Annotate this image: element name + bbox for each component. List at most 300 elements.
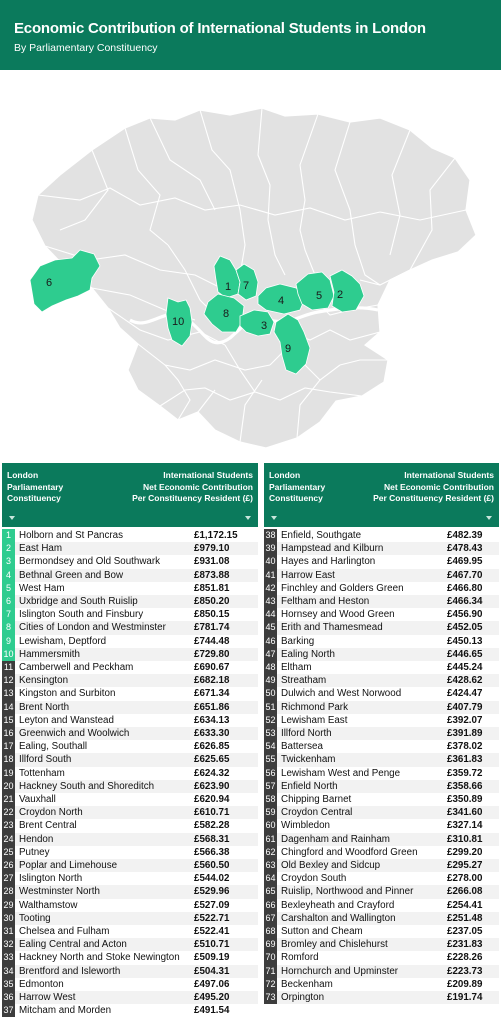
- contribution-value: £251.48: [447, 912, 483, 924]
- constituency-name: Vauxhall: [19, 794, 56, 805]
- constituency-name: Hendon: [19, 833, 54, 845]
- rank-cell: 30: [2, 912, 15, 925]
- contribution-value: £851.81: [194, 582, 230, 594]
- rank-cell: 20: [2, 780, 15, 793]
- table-row: [2, 621, 258, 634]
- table-row: [264, 542, 499, 555]
- constituency-name: Hackney South and Shoreditch: [19, 780, 155, 792]
- rank-cell: 63: [264, 859, 277, 872]
- contribution-value: £341.60: [447, 807, 483, 819]
- contribution-value: £527.09: [194, 899, 230, 911]
- contribution-value: £491.54: [194, 1005, 230, 1017]
- constituency-name: Croydon South: [281, 873, 347, 885]
- constituency-name: Bexleyheath and Crayford: [281, 899, 395, 911]
- constituency-name: Battersea: [281, 741, 323, 753]
- constituency-name: Putney: [19, 846, 50, 858]
- contribution-value: £254.41: [447, 899, 483, 911]
- constituency-name: Wimbledon: [281, 820, 331, 832]
- constituency-name: Hackney North and Stoke Newington: [19, 952, 180, 964]
- rank-cell: 61: [264, 833, 277, 846]
- contribution-value: £310.81: [447, 833, 483, 845]
- rank-cell: 56: [264, 767, 277, 780]
- contribution-value: £568.31: [194, 833, 230, 845]
- table-row: [2, 819, 258, 832]
- constituency-name: Edmonton: [19, 978, 64, 990]
- constituency-name: Holborn and St Pancras: [19, 530, 124, 541]
- contribution-value: £478.43: [447, 543, 483, 555]
- table-row: [2, 569, 258, 582]
- contribution-value: £469.95: [447, 556, 483, 568]
- constituency-name: Enfield North: [281, 780, 338, 792]
- table-row: [2, 899, 258, 912]
- constituency-name: Ealing Central and Acton: [19, 939, 127, 951]
- contribution-value: £231.83: [447, 939, 483, 951]
- constituency-name: Mitcham and Morden: [19, 1005, 112, 1017]
- contribution-value: £299.20: [447, 846, 483, 858]
- constituency-name: Cities of London and Westminster: [19, 622, 166, 634]
- table-row: [2, 714, 258, 727]
- contribution-value: £634.13: [194, 714, 230, 726]
- rank-cell: 35: [2, 978, 15, 991]
- constituency-name: Tooting: [19, 912, 51, 924]
- table-row: [264, 727, 499, 740]
- table-row: [264, 555, 499, 568]
- rank-cell: 17: [2, 740, 15, 753]
- table-row: [2, 991, 258, 1004]
- contribution-value: £620.94: [194, 794, 230, 805]
- contribution-value: £361.83: [447, 754, 483, 766]
- rank-cell: 52: [264, 714, 277, 727]
- table-row: [2, 806, 258, 819]
- rank-cell: 36: [2, 991, 15, 1004]
- contribution-value: £466.34: [447, 596, 483, 607]
- constituency-name: Poplar and Limehouse: [19, 860, 118, 871]
- sort-arrow-icon[interactable]: [271, 516, 277, 520]
- table-row: [264, 872, 499, 885]
- column-header-contribution: International Students Net Economic Contribution Per Constituency Resident (£): [373, 470, 494, 503]
- sort-arrow-icon[interactable]: [9, 516, 15, 520]
- constituency-name: Ealing, Southall: [19, 741, 88, 753]
- constituency-name: Hayes and Harlington: [281, 556, 376, 568]
- table-row: [2, 951, 258, 964]
- contribution-value: £278.00: [447, 873, 483, 885]
- table-row: [2, 701, 258, 714]
- rank-cell: 1: [2, 529, 15, 542]
- contribution-value: £456.90: [447, 609, 483, 621]
- map-label: 9: [285, 343, 292, 355]
- constituency-name: Camberwell and Peckham: [19, 662, 134, 673]
- rank-cell: 13: [2, 687, 15, 700]
- table-row: [264, 938, 499, 951]
- table-row: [2, 608, 258, 621]
- table-row: [2, 872, 258, 885]
- table-row: [2, 661, 258, 674]
- constituency-name: Twickenham: [281, 754, 336, 766]
- constituency-name: Hampstead and Kilburn: [281, 543, 384, 555]
- contribution-value: £327.14: [447, 820, 483, 832]
- table-row: [2, 1004, 258, 1017]
- table-row: [264, 753, 499, 766]
- constituency-name: Harrow West: [19, 992, 76, 1003]
- constituency-name: Sutton and Cheam: [281, 926, 363, 937]
- header-banner: [0, 0, 501, 70]
- column-header-constituency: London Parliamentary Constituency: [7, 470, 64, 503]
- rank-cell: 3: [2, 555, 15, 568]
- london-map: [0, 70, 501, 460]
- constituency-name: Illford South: [19, 754, 72, 766]
- constituency-name: Dagenham and Rainham: [281, 833, 390, 845]
- constituency-name: Illford North: [281, 728, 332, 739]
- table-row: [2, 542, 258, 555]
- contribution-value: £850.15: [194, 609, 230, 621]
- rank-cell: 54: [264, 740, 277, 753]
- table-row: [264, 833, 499, 846]
- contribution-value: £979.10: [194, 543, 230, 555]
- constituency-name: Croydon North: [19, 807, 83, 819]
- table-row: [2, 595, 258, 608]
- contribution-value: £623.90: [194, 780, 230, 792]
- table-row: [2, 912, 258, 925]
- table-row: [2, 833, 258, 846]
- table-row: [264, 687, 499, 700]
- contribution-value: £544.02: [194, 873, 230, 885]
- map-label: 6: [46, 277, 53, 289]
- column-header-contribution: International Students Net Economic Contribution Per Constituency Resident (£): [132, 470, 253, 503]
- contribution-value: £931.08: [194, 556, 230, 568]
- rank-cell: 67: [264, 912, 277, 925]
- contribution-value: £482.39: [447, 530, 483, 541]
- rank-cell: 60: [264, 819, 277, 832]
- constituency-name: Hammersmith: [19, 648, 80, 660]
- constituency-name: Westminster North: [19, 886, 100, 898]
- contribution-value: £452.05: [447, 622, 483, 634]
- rank-cell: 16: [2, 727, 15, 740]
- constituency-name: Lewisham West and Penge: [281, 767, 401, 779]
- table-row: [264, 991, 499, 1004]
- rank-cell: 39: [264, 542, 277, 555]
- contribution-value: £209.89: [447, 978, 483, 990]
- table-left: [2, 529, 258, 1018]
- constituency-name: Brent North: [19, 701, 70, 713]
- table-row: [2, 978, 258, 991]
- contribution-value: £529.96: [194, 886, 230, 898]
- contribution-value: £428.62: [447, 675, 483, 687]
- rank-cell: 59: [264, 806, 277, 819]
- contribution-value: £690.67: [194, 662, 230, 673]
- table-row: [264, 608, 499, 621]
- rank-cell: 45: [264, 621, 277, 634]
- contribution-value: £1,172.15: [194, 530, 238, 541]
- constituency-name: Lewisham, Deptford: [19, 635, 107, 647]
- constituency-name: Kensington: [19, 675, 69, 687]
- rank-cell: 2: [2, 542, 15, 555]
- rank-cell: 48: [264, 661, 277, 674]
- page-subtitle: By Parliamentary Constituency: [14, 42, 158, 54]
- table-row: [2, 780, 258, 793]
- contribution-value: £682.18: [194, 675, 230, 687]
- rank-cell: 49: [264, 674, 277, 687]
- table-row: [2, 859, 258, 872]
- table-row: [2, 885, 258, 898]
- contribution-value: £497.06: [194, 978, 230, 990]
- table-row: [264, 925, 499, 938]
- table-row: [264, 899, 499, 912]
- contribution-value: £850.20: [194, 596, 230, 607]
- contribution-value: £781.74: [194, 622, 230, 634]
- rank-cell: 5: [2, 582, 15, 595]
- contribution-value: £522.41: [194, 926, 230, 937]
- constituency-name: Finchley and Golders Green: [281, 582, 404, 594]
- contribution-value: £566.38: [194, 846, 230, 858]
- contribution-value: £295.27: [447, 860, 483, 871]
- rank-cell: 65: [264, 885, 277, 898]
- map-label: 4: [278, 295, 285, 307]
- table-row: [264, 806, 499, 819]
- contribution-value: £509.19: [194, 952, 230, 964]
- table-row: [2, 648, 258, 661]
- contribution-value: £729.80: [194, 648, 230, 660]
- constituency-name: Walthamstow: [19, 899, 78, 911]
- constituency-name: Old Bexley and Sidcup: [281, 860, 381, 871]
- rank-cell: 71: [264, 965, 277, 978]
- rank-cell: 18: [2, 753, 15, 766]
- rank-cell: 68: [264, 925, 277, 938]
- rank-cell: 11: [2, 661, 15, 674]
- table-row: [264, 978, 499, 991]
- rank-cell: 55: [264, 753, 277, 766]
- constituency-name: Hornsey and Wood Green: [281, 609, 395, 621]
- contribution-value: £237.05: [447, 926, 483, 937]
- table-row: [264, 740, 499, 753]
- contribution-value: £626.85: [194, 741, 230, 753]
- table-row: [264, 635, 499, 648]
- contribution-value: £191.74: [447, 992, 483, 1003]
- rank-cell: 43: [264, 595, 277, 608]
- contribution-value: £744.48: [194, 635, 230, 647]
- constituency-name: Bethnal Green and Bow: [19, 569, 124, 581]
- contribution-value: £359.72: [447, 767, 483, 779]
- contribution-value: £467.70: [447, 569, 483, 581]
- constituency-name: Hornchurch and Upminster: [281, 965, 399, 977]
- constituency-name: Ealing North: [281, 648, 335, 660]
- contribution-value: £424.47: [447, 688, 483, 700]
- contribution-value: £582.28: [194, 820, 230, 832]
- map-label: 3: [261, 320, 268, 332]
- contribution-value: £358.66: [447, 780, 483, 792]
- contribution-value: £560.50: [194, 860, 230, 871]
- rank-cell: 44: [264, 608, 277, 621]
- rank-cell: 4: [2, 569, 15, 582]
- rank-cell: 25: [2, 846, 15, 859]
- constituency-name: Kingston and Surbiton: [19, 688, 116, 700]
- table-row: [264, 965, 499, 978]
- contribution-value: £651.86: [194, 701, 230, 713]
- table-row: [264, 595, 499, 608]
- table-row: [2, 727, 258, 740]
- rank-cell: 38: [264, 529, 277, 542]
- rank-cell: 73: [264, 991, 277, 1004]
- table-row: [264, 885, 499, 898]
- constituency-name: East Ham: [19, 543, 63, 555]
- table-row: [2, 753, 258, 766]
- constituency-name: Uxbridge and South Ruislip: [19, 596, 138, 607]
- contribution-value: £378.02: [447, 741, 483, 753]
- table-row: [2, 674, 258, 687]
- column-header-constituency: London Parliamentary Constituency: [269, 470, 326, 503]
- contribution-value: £466.80: [447, 582, 483, 594]
- rank-cell: 41: [264, 569, 277, 582]
- constituency-name: Brent Central: [19, 820, 77, 832]
- rank-cell: 21: [2, 793, 15, 806]
- map-label: 10: [172, 316, 185, 328]
- constituency-name: Barking: [281, 635, 315, 647]
- map-label: 7: [243, 280, 250, 292]
- rank-cell: 42: [264, 582, 277, 595]
- contribution-value: £407.79: [447, 701, 483, 713]
- table-row: [264, 859, 499, 872]
- constituency-name: Leyton and Wanstead: [19, 714, 114, 726]
- table-row: [2, 529, 258, 542]
- table-row: [264, 674, 499, 687]
- rank-cell: 12: [2, 674, 15, 687]
- table-row: [2, 793, 258, 806]
- constituency-name: Chelsea and Fulham: [19, 926, 110, 937]
- rank-cell: 7: [2, 608, 15, 621]
- table-row: [264, 648, 499, 661]
- table-row: [264, 582, 499, 595]
- rank-cell: 69: [264, 938, 277, 951]
- table-row: [2, 925, 258, 938]
- table-row: [2, 582, 258, 595]
- rank-cell: 29: [2, 899, 15, 912]
- table-row: [2, 555, 258, 568]
- constituency-name: Tottenham: [19, 767, 65, 779]
- table-header-left: [2, 463, 258, 527]
- rank-cell: 8: [2, 621, 15, 634]
- rank-cell: 22: [2, 806, 15, 819]
- map-label: 5: [316, 290, 323, 302]
- rank-cell: 53: [264, 727, 277, 740]
- rank-cell: 15: [2, 714, 15, 727]
- table-row: [264, 793, 499, 806]
- rank-cell: 28: [2, 885, 15, 898]
- rank-cell: 10: [2, 648, 15, 661]
- contribution-value: £671.34: [194, 688, 230, 700]
- constituency-name: Brentford and Isleworth: [19, 965, 121, 977]
- constituency-name: Beckenham: [281, 978, 333, 990]
- constituency-name: Bromley and Chislehurst: [281, 939, 388, 951]
- rank-cell: 72: [264, 978, 277, 991]
- rank-cell: 37: [2, 1004, 15, 1017]
- contribution-value: £228.26: [447, 952, 483, 964]
- rank-cell: 23: [2, 819, 15, 832]
- table-row: [264, 701, 499, 714]
- contribution-value: £610.71: [194, 807, 230, 819]
- rank-cell: 40: [264, 555, 277, 568]
- rank-cell: 64: [264, 872, 277, 885]
- constituency-name: West Ham: [19, 582, 65, 594]
- constituency-name: Lewisham East: [281, 714, 348, 726]
- table-row: [2, 740, 258, 753]
- table-row: [264, 951, 499, 964]
- rank-cell: 6: [2, 595, 15, 608]
- contribution-value: £391.89: [447, 728, 483, 739]
- rank-cell: 50: [264, 687, 277, 700]
- rank-cell: 32: [2, 938, 15, 951]
- constituency-name: Richmond Park: [281, 701, 348, 713]
- constituency-name: Croydon Central: [281, 807, 353, 819]
- table-row: [264, 529, 499, 542]
- rank-cell: 14: [2, 701, 15, 714]
- constituency-name: Chingford and Woodford Green: [281, 846, 418, 858]
- constituency-name: Orpington: [281, 992, 325, 1003]
- contribution-value: £633.30: [194, 728, 230, 739]
- contribution-value: £223.73: [447, 965, 483, 977]
- rank-cell: 31: [2, 925, 15, 938]
- constituency-name: Feltham and Heston: [281, 596, 370, 607]
- contribution-value: £873.88: [194, 569, 230, 581]
- constituency-name: Greenwich and Woolwich: [19, 728, 130, 739]
- constituency-name: Eltham: [281, 662, 312, 673]
- rank-cell: 66: [264, 899, 277, 912]
- table-row: [2, 635, 258, 648]
- table-right: [264, 529, 499, 1018]
- table-row: [264, 819, 499, 832]
- contribution-value: £350.89: [447, 794, 483, 805]
- rank-cell: 19: [2, 767, 15, 780]
- constituency-name: Streatham: [281, 675, 327, 687]
- sort-arrow-icon[interactable]: [245, 516, 251, 520]
- constituency-name: Carshalton and Wallington: [281, 912, 396, 924]
- contribution-value: £445.24: [447, 662, 483, 673]
- rank-cell: 9: [2, 635, 15, 648]
- contribution-value: £625.65: [194, 754, 230, 766]
- rank-cell: 46: [264, 635, 277, 648]
- table-row: [264, 661, 499, 674]
- contribution-value: £392.07: [447, 714, 483, 726]
- contribution-value: £446.65: [447, 648, 483, 660]
- page-title: Economic Contribution of International Students in London: [14, 20, 426, 37]
- table-row: [264, 780, 499, 793]
- rank-cell: 70: [264, 951, 277, 964]
- map-label: 1: [225, 281, 232, 293]
- sort-arrow-icon[interactable]: [486, 516, 492, 520]
- constituency-name: Romford: [281, 952, 319, 964]
- constituency-name: Ruislip, Northwood and Pinner: [281, 886, 414, 898]
- table-row: [2, 965, 258, 978]
- table-row: [2, 938, 258, 951]
- contribution-value: £522.71: [194, 912, 230, 924]
- table-row: [264, 767, 499, 780]
- rank-cell: 51: [264, 701, 277, 714]
- constituency-name: Harrow East: [281, 569, 335, 581]
- table-row: [264, 621, 499, 634]
- map-label: 2: [337, 289, 344, 301]
- table-row: [264, 569, 499, 582]
- constituency-name: Islington South and Finsbury: [19, 609, 144, 621]
- constituency-name: Bermondsey and Old Southwark: [19, 556, 161, 568]
- constituency-name: Dulwich and West Norwood: [281, 688, 402, 700]
- constituency-name: Erith and Thamesmead: [281, 622, 383, 634]
- table-row: [2, 846, 258, 859]
- contribution-value: £495.20: [194, 992, 230, 1003]
- contribution-value: £504.31: [194, 965, 230, 977]
- rank-cell: 62: [264, 846, 277, 859]
- rank-cell: 27: [2, 872, 15, 885]
- rank-cell: 57: [264, 780, 277, 793]
- contribution-value: £510.71: [194, 939, 230, 951]
- london-map-svg: [0, 70, 501, 460]
